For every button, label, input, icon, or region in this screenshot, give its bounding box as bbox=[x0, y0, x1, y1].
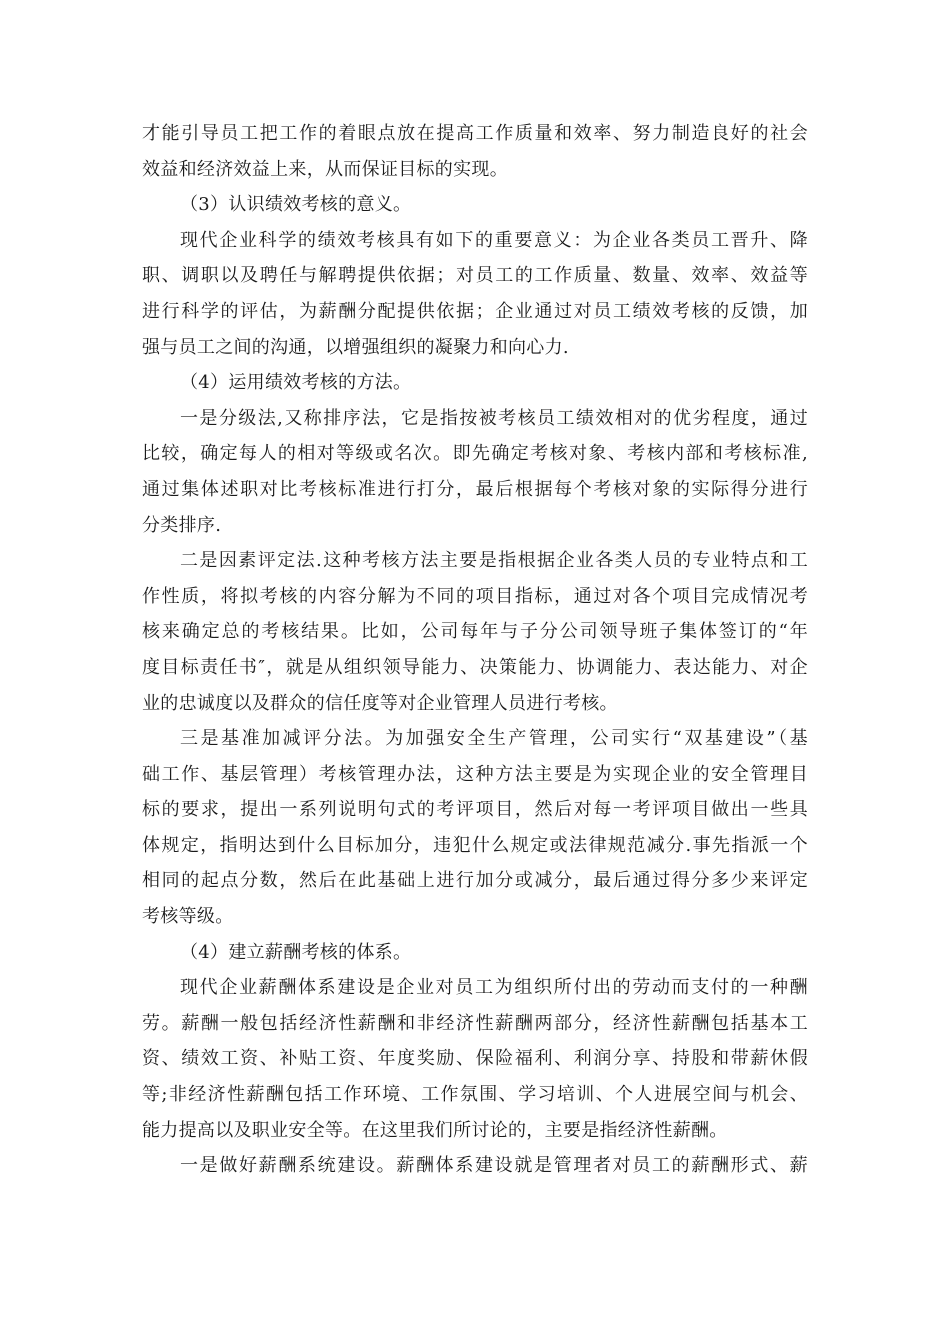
document-page bbox=[142, 116, 808, 1184]
text-line: 一是分级法,又称排序法，它是指按被考核员工绩效相对的优劣程度，通过 bbox=[180, 407, 808, 429]
text-line: 效益和经济效益上来，从而保证目标的实现。 bbox=[142, 158, 508, 180]
text-line: 分类排序. bbox=[142, 514, 222, 536]
text-line: 通过集体述职对比考核标准进行打分，最后根据每个考核对象的实际得分进行 bbox=[142, 478, 808, 500]
text-line: 一是做好薪酬系统建设。薪酬体系建设就是管理者对员工的薪酬形式、薪 bbox=[180, 1155, 808, 1177]
text-line: 作性质，将拟考核的内容分解为不同的项目指标，通过对各个项目完成情况考 bbox=[142, 585, 808, 607]
text-line: 等;非经济性薪酬包括工作环境、工作氛围、学习培训、个人进展空间与机会、 bbox=[142, 1084, 808, 1106]
text-line: 度目标责任书″，就是从组织领导能力、决策能力、协调能力、表达能力、对企 bbox=[142, 656, 808, 678]
text-line: 才能引导员工把工作的着眼点放在提高工作质量和效率、努力制造良好的社会 bbox=[142, 123, 808, 144]
text-line: （4）运用绩效考核的方法。 bbox=[180, 372, 412, 394]
text-line: 劳。薪酬一般包括经济性薪酬和非经济性薪酬两部分，经济性薪酬包括基本工 bbox=[142, 1012, 808, 1034]
text-line: 能力提高以及职业安全等。在这里我们所讨论的，主要是指经济性薪酬。 bbox=[142, 1119, 728, 1141]
text-line: 进行科学的评估，为薪酬分配提供依据；企业通过对员工绩效考核的反馈，加 bbox=[142, 300, 808, 322]
text-line: 标的要求，提出一系列说明句式的考评项目，然后对每一考评项目做出一些具 bbox=[142, 799, 808, 821]
text-line: 现代企业薪酬体系建设是企业对员工为组织所付出的劳动而支付的一种酬 bbox=[180, 977, 808, 999]
text-line: 现代企业科学的绩效考核具有如下的重要意义：为企业各类员工晋升、降 bbox=[180, 229, 808, 251]
text-line: 础工作、基层管理）考核管理办法，这种方法主要是为实现企业的安全管理目 bbox=[142, 763, 808, 785]
text-line: 职、调职以及聘任与解聘提供依据；对员工的工作质量、数量、效率、效益等 bbox=[142, 265, 808, 287]
text-line: 核来确定总的考核结果。比如，公司每年与子分公司领导班子集体签订的“年 bbox=[142, 621, 808, 643]
text-line: 比较，确定每人的相对等级或名次。即先确定考核对象、考核内部和考核标准, bbox=[142, 443, 808, 465]
text-line: 强与员工之间的沟通，以增强组织的凝聚力和向心力. bbox=[142, 336, 569, 358]
text-line: 业的忠诚度以及群众的信任度等对企业管理人员进行考核。 bbox=[142, 692, 618, 714]
text-line: 三是基准加减评分法。为加强安全生产管理，公司实行“双基建设”（基 bbox=[180, 728, 808, 750]
text-line: 相同的起点分数，然后在此基础上进行加分或减分，最后通过得分多少来评定 bbox=[142, 870, 808, 892]
text-line: 二是因素评定法.这种考核方法主要是指根据企业各类人员的专业特点和工 bbox=[180, 550, 808, 572]
text-line: （3）认识绩效考核的意义。 bbox=[180, 194, 412, 216]
text-line: 考核等级。 bbox=[142, 906, 234, 928]
text-line: 资、绩效工资、补贴工资、年度奖励、保险福利、利润分享、持股和带薪休假 bbox=[142, 1048, 808, 1070]
text-line: （4）建立薪酬考核的体系。 bbox=[180, 941, 412, 963]
text-line: 体规定，指明达到什么目标加分，违犯什么规定或法律规范减分.事先指派一个 bbox=[142, 834, 808, 856]
